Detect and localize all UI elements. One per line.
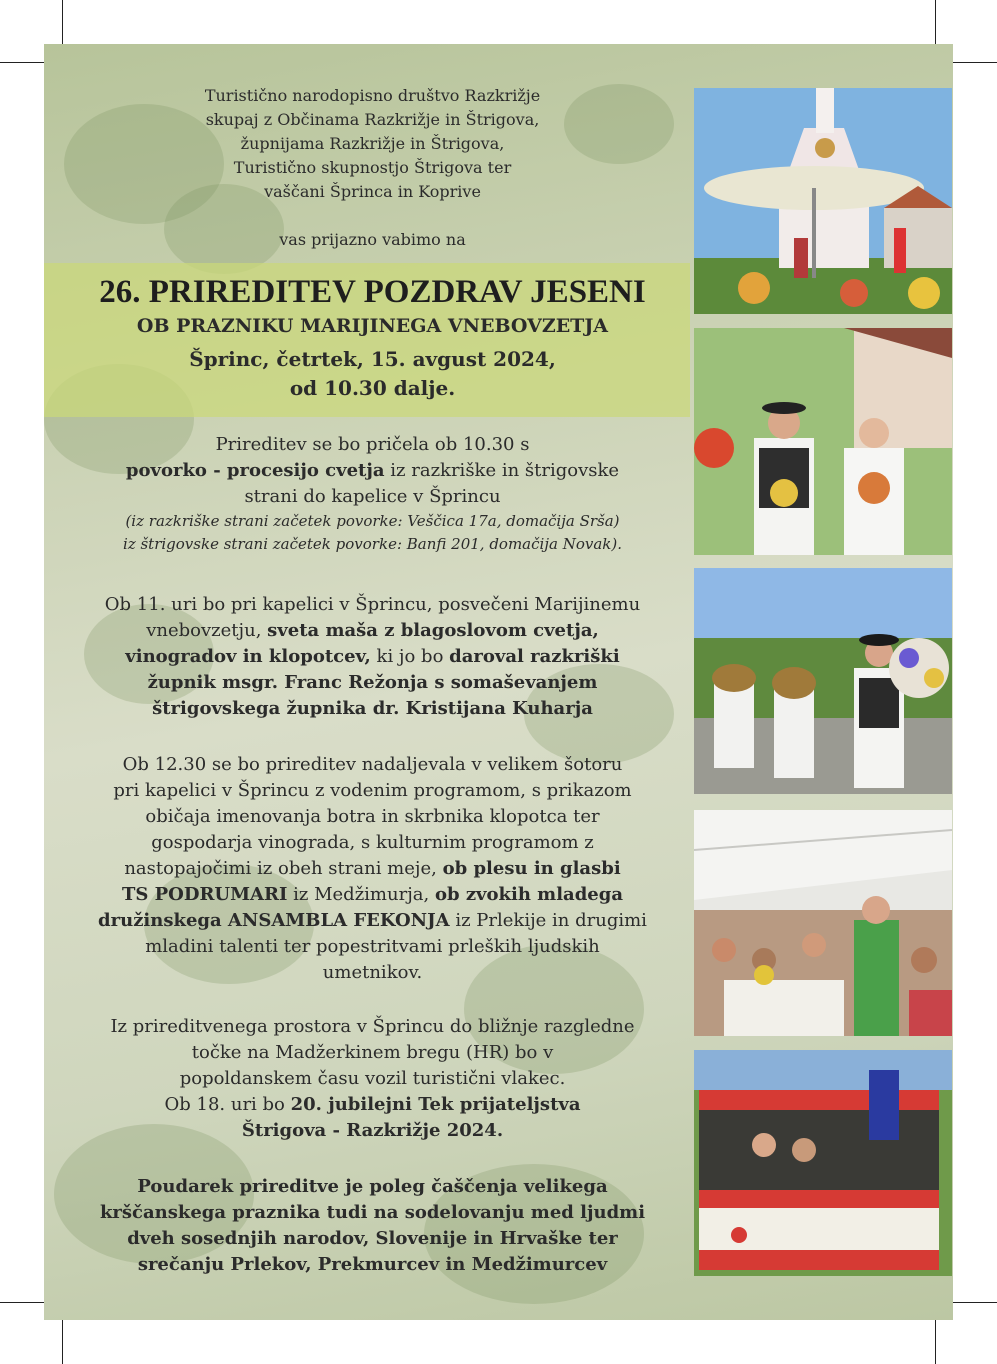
emphasis-paragraph bbox=[60, 1174, 685, 1278]
text-line: Poudarek prireditve je poleg čaščenja velikega bbox=[137, 1176, 608, 1197]
text-line bbox=[60, 670, 685, 696]
text-line bbox=[60, 1118, 685, 1144]
text-line: krščanskega praznika tudi na sodelovanju med ljudmi bbox=[99, 1202, 646, 1223]
text-line: strani do kapelice v Šprincu bbox=[244, 486, 501, 507]
bold-text: 20. jubilejni Tek prijateljstva bbox=[290, 1094, 581, 1115]
text-span: ki jo bo bbox=[370, 646, 450, 667]
bold-text: sveta maša z blagoslovom cvetja, bbox=[267, 620, 599, 641]
event-time: od 10.30 dalje. bbox=[289, 376, 456, 400]
text-span: iz Prlekije in drugimi bbox=[449, 910, 647, 931]
text-span: vnebovzetju, bbox=[146, 620, 268, 641]
organizer-line: Turistično skupnostjo Štrigova ter bbox=[233, 158, 512, 177]
text-span: iz razkriške in štrigovske bbox=[384, 460, 620, 481]
bold-text: ob zvokih mladega bbox=[434, 884, 624, 905]
event-title: 26. PRIREDITEV POZDRAV JESENI bbox=[99, 274, 646, 310]
text-line: Iz prireditvenega prostora v Šprincu do bližnje razgledne bbox=[110, 1016, 635, 1037]
text-line bbox=[60, 618, 685, 644]
text-line bbox=[60, 908, 685, 934]
bold-text: vinogradov in klopotcev, bbox=[125, 646, 371, 667]
organizers-block bbox=[60, 84, 685, 204]
event-date-block bbox=[60, 345, 685, 403]
procession-paragraph bbox=[60, 432, 685, 556]
chapel-mass-photo bbox=[694, 88, 952, 314]
text-line: dveh sosednjih narodov, Slovenije in Hrvaške ter bbox=[127, 1228, 618, 1249]
text-line bbox=[60, 1092, 685, 1118]
bold-text: župnik msgr. Franc Režonja s somaševanjem bbox=[147, 672, 598, 693]
text-line: popoldanskem času vozil turistični vlakec. bbox=[179, 1068, 566, 1089]
event-date: Šprinc, četrtek, 15. avgust 2024, bbox=[189, 347, 556, 371]
text-span: iz Medžimurja, bbox=[287, 884, 435, 905]
invite-text: vas prijazno vabimo na bbox=[279, 230, 466, 249]
text-line: točke na Madžerkinem bregu (HR) bo v bbox=[191, 1042, 554, 1063]
text-line bbox=[60, 856, 685, 882]
text-line bbox=[60, 458, 685, 484]
bold-text: TS PODRUMARI bbox=[121, 884, 288, 905]
text-line bbox=[60, 696, 685, 722]
mass-paragraph bbox=[60, 592, 685, 722]
organizer-line: skupaj z Občinama Razkrižje in Štrigova, bbox=[205, 110, 540, 129]
train-run-paragraph bbox=[60, 1014, 685, 1144]
text-span: nastopajočimi iz obeh strani meje, bbox=[124, 858, 443, 879]
text-span: Ob 18. uri bo bbox=[164, 1094, 291, 1115]
folk-couple-photo bbox=[694, 328, 952, 555]
tent-crowd-photo bbox=[694, 810, 952, 1036]
text-line: pri kapelici v Šprincu z vodenim programom, s prikazom bbox=[113, 780, 632, 801]
organizer-line: župnijama Razkrižje in Štrigova, bbox=[240, 134, 505, 153]
text-line: gospodarja vinograda, s kulturnim programom z bbox=[151, 832, 594, 853]
text-line: Ob 12.30 se bo prireditev nadaljevala v velikem šotoru bbox=[122, 754, 623, 775]
bold-text: štrigovskega župnika dr. Kristijana Kuharja bbox=[152, 698, 593, 719]
text-line: običaja imenovanja botra in skrbnika klopotca ter bbox=[145, 806, 600, 827]
bold-text: družinskega ANSAMBLA FEKONJA bbox=[98, 910, 450, 931]
text-line: Ob 11. uri bo pri kapelici v Šprincu, posvečeni Marijinemu bbox=[104, 594, 641, 615]
italic-line: (iz razkriške strani začetek povorke: Veščica 17a, domačija Srša) bbox=[125, 512, 620, 530]
text-line: srečanju Prlekov, Prekmurcev in Medžimurcev bbox=[137, 1254, 608, 1275]
organizer-line: vaščani Šprinca in Koprive bbox=[264, 182, 481, 201]
tourist-train-photo bbox=[694, 1050, 952, 1276]
bold-text: Štrigova - Razkrižje 2024. bbox=[241, 1120, 504, 1141]
bold-text: povorko - procesijo cvetja bbox=[125, 460, 385, 481]
program-paragraph bbox=[60, 752, 685, 986]
text-line: Prireditev se bo pričela ob 10.30 s bbox=[215, 434, 530, 455]
text-line bbox=[60, 882, 685, 908]
procession-photo bbox=[694, 568, 952, 794]
organizer-line: Turistično narodopisno društvo Razkrižje bbox=[204, 86, 541, 105]
bold-text: ob plesu in glasbi bbox=[442, 858, 621, 879]
italic-line: iz štrigovske strani začetek povorke: Banfi 201, domačija Novak). bbox=[123, 535, 622, 553]
bold-text: daroval razkriški bbox=[449, 646, 620, 667]
text-line: mladini talenti ter popestritvami prleških ljudskih bbox=[145, 936, 600, 957]
event-subtitle: OB PRAZNIKU MARIJINEGA VNEBOVZETJA bbox=[136, 315, 609, 337]
text-line bbox=[60, 644, 685, 670]
text-line: umetnikov. bbox=[322, 962, 423, 983]
